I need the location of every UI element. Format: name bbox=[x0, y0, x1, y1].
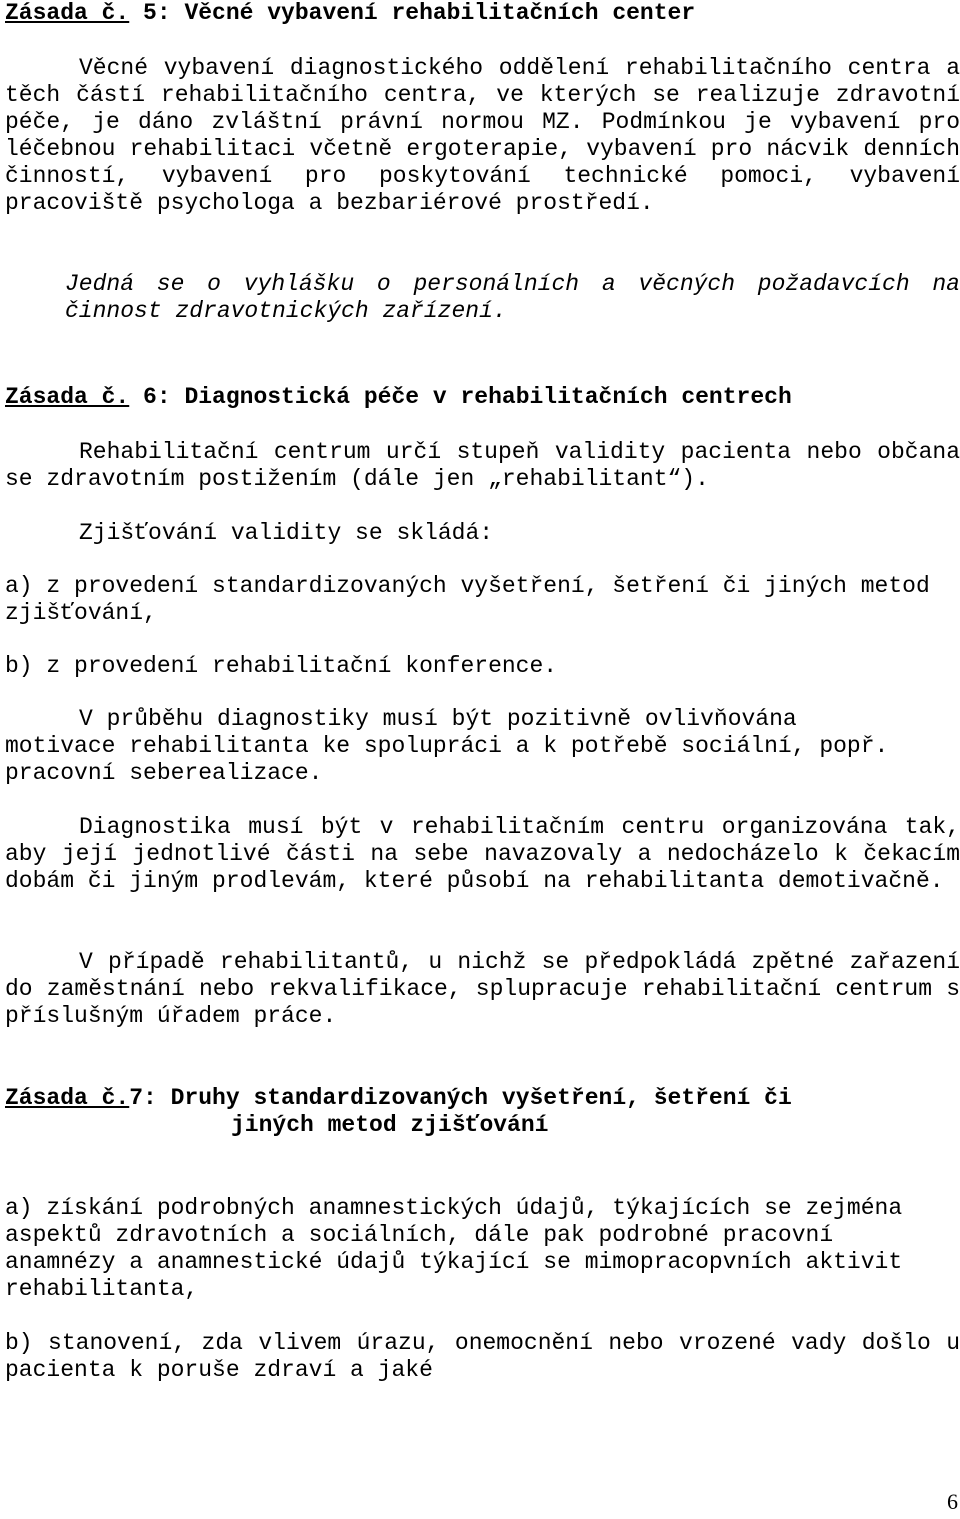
list-item-a: a) získání podrobných anamnestických údajů, týkajících se zejména aspektů zdravotních a sociálních, dále pak podrobné pracovní anamnézy a anamnestické údajů týkající se mimopracopvních aktivit rehabilitanta, bbox=[5, 1195, 903, 1302]
paragraph: Věcné vybavení diagnostického oddělení rehabilitačního centra a těch částí rehabilitačního centra, ve kterých se realizuje zdravotní péče, je dáno zvláštní právní normou MZ. Podmínkou je vybavení pro léčebnou rehabilitaci včetně ergoterapie, vybavení pro nácvik denních činností, vybavení pro poskytování technické pomoci, vybavení pracoviště psychologa a bezbariérové prostředí. bbox=[5, 55, 960, 216]
note-paragraph: Jedná se o vyhlášku o personálních a věcných požadavcích na činnost zdravotnických zařízení. bbox=[65, 271, 960, 324]
section-heading-zasada-7 bbox=[5, 1085, 792, 1112]
section-heading-zasada-5 bbox=[5, 0, 695, 27]
heading-label: Zásada č. bbox=[5, 384, 130, 410]
list-item-b: b) z provedení rehabilitační konference. bbox=[5, 653, 558, 679]
heading-title: 5: Věcné vybavení rehabilitačních center bbox=[129, 0, 696, 26]
paragraph: V průběhu diagnostiky musí být pozitivně ovlivňována motivace rehabilitanta ke spolupráci a k potřebě sociální, popř. pracovní seberealizace. bbox=[5, 706, 889, 786]
section-heading-zasada-6 bbox=[5, 384, 792, 411]
heading-label: Zásada č. bbox=[5, 1085, 130, 1111]
heading-title: 6: Diagnostická péče v rehabilitačních centrech bbox=[129, 384, 792, 410]
page-number: 6 bbox=[947, 1489, 958, 1514]
section-heading-zasada-7-line2: jiných metod zjišťování bbox=[231, 1112, 549, 1138]
heading-label: Zásada č. bbox=[5, 0, 130, 26]
list-item-b: b) stanovení, zda vlivem úrazu, onemocnění nebo vrozené vady došlo u pacienta k poruše zdraví a jaké bbox=[5, 1330, 960, 1383]
paragraph: Rehabilitační centrum určí stupeň validity pacienta nebo občana se zdravotním postižením (dále jen „rehabilitant“). bbox=[5, 439, 960, 492]
paragraph: V případě rehabilitantů, u nichž se předpokládá zpětné zařazení do zaměstnání nebo rekvalifikace, splupracuje rehabilitační centrum s příslušným úřadem práce. bbox=[5, 949, 960, 1029]
paragraph: Zjišťování validity se skládá: bbox=[79, 520, 494, 546]
paragraph: Diagnostika musí být v rehabilitačním centru organizována tak, aby její jednotlivé části na sebe navazovaly a nedocházelo k čekacím dobám či jiným prodlevám, které působí na rehabilitanta demotivačně. bbox=[5, 814, 960, 894]
list-item-a: a) z provedení standardizovaných vyšetření, šetření či jiných metod zjišťování, bbox=[5, 573, 930, 626]
heading-title: 7: Druhy standardizovaných vyšetření, šetření či bbox=[129, 1085, 792, 1111]
